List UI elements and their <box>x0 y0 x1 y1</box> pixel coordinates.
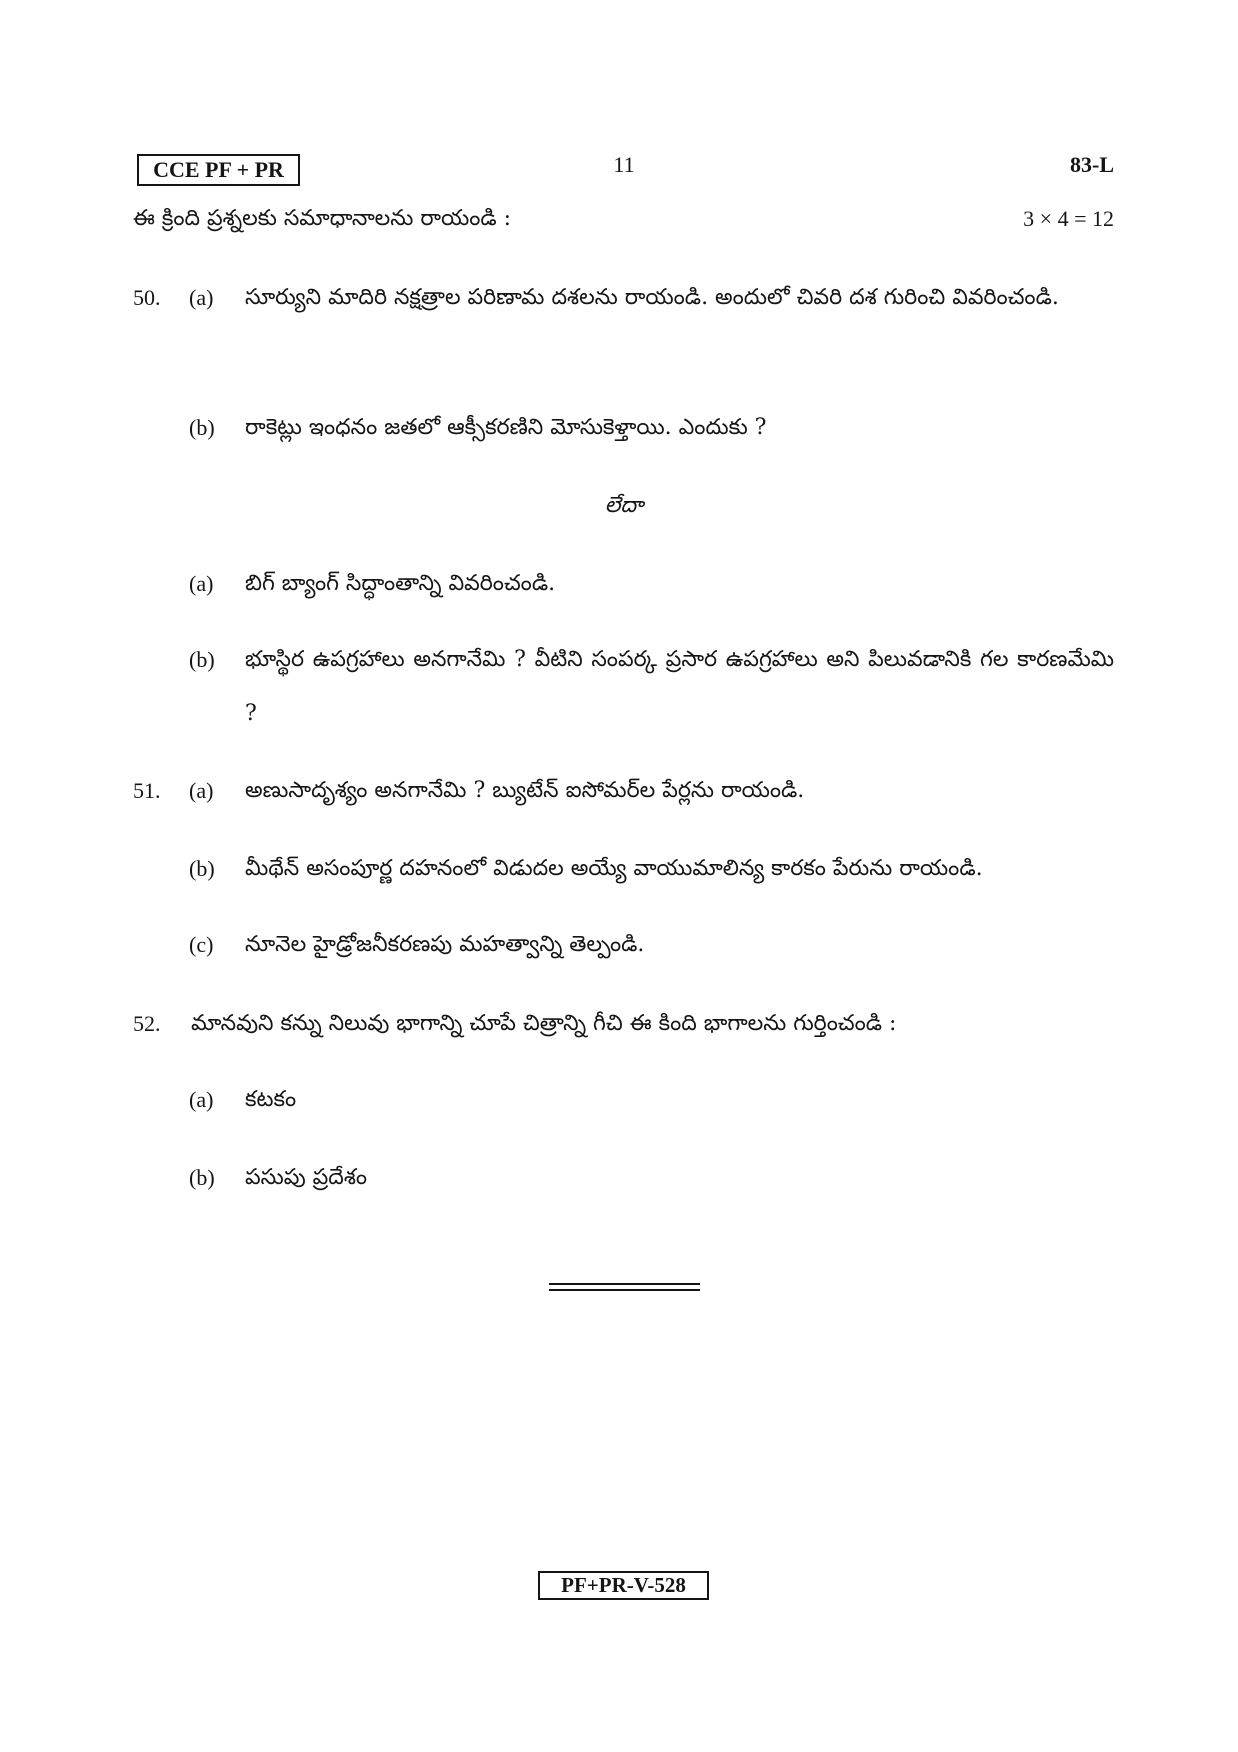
instruction-text: ఈ క్రింది ప్రశ్నలకు సమాధానాలను రాయండి : <box>133 206 512 231</box>
question-number: 50. <box>133 285 161 310</box>
question-text: మానవుని కన్ను నిలువు భాగాన్ని చూపే చిత్రాన్ని గీచి ఈ కింది భాగాలను గుర్తించండి : <box>191 1011 897 1036</box>
part-label: (b) <box>189 1165 215 1190</box>
question-number: 51. <box>133 778 161 803</box>
question-text: రాకెట్లు ఇంధనం జతలో ఆక్సీకరణిని మోసుకెళ్తాయి. ఎందుకు ? <box>245 415 767 440</box>
question-text: సూర్యుని మాదిరి నక్షత్రాల పరిణామ దశలను రాయండి. అందులో చివరి దశ గురించి వివరించండి. <box>245 285 1059 310</box>
part-label: (b) <box>189 647 215 672</box>
question-text: భూస్థిర ఉపగ్రహాలు అనగానేమి ? వీటిని సంపర్క ప్రసార ఉపగ్రహాలు అని పిలువడానికి గల కారణమేమి ? <box>245 647 1114 726</box>
question-text: పసుపు ప్రదేశం <box>245 1165 368 1190</box>
paper-code-box: CCE PF + PR <box>137 154 300 186</box>
question-text: బిగ్ బ్యాంగ్ సిద్ధాంతాన్ని వివరించండి. <box>245 571 556 596</box>
end-double-rule <box>549 1283 700 1291</box>
part-label: (b) <box>189 415 215 440</box>
question-number: 52. <box>133 1011 161 1036</box>
part-label: (a) <box>189 285 214 310</box>
paper-code-right: 83-L <box>1070 152 1114 177</box>
question-text: కటకం <box>245 1087 297 1112</box>
or-separator: లేదా <box>604 493 644 518</box>
part-label: (a) <box>189 571 214 596</box>
footer-code-box: PF+PR-V-528 <box>538 1571 709 1600</box>
part-label: (a) <box>189 778 214 803</box>
page-number: 11 <box>613 152 635 177</box>
question-text: అణుసాదృశ్యం అనగానేమి ? బ్యుటేన్ ఐసోమర్‌ల పేర్లను రాయండి. <box>245 778 805 803</box>
question-text: మీథేన్ అసంపూర్ణ దహనంలో విడుదల అయ్యే వాయుమాలిన్య కారకం పేరును రాయండి. <box>245 856 983 881</box>
part-label: (c) <box>189 932 214 957</box>
marks-scheme: 3 × 4 = 12 <box>1023 206 1114 231</box>
part-label: (a) <box>189 1087 214 1112</box>
part-label: (b) <box>189 856 215 881</box>
question-text: నూనెల హైడ్రోజనీకరణపు మహత్వాన్ని తెల్పండి. <box>245 932 645 957</box>
